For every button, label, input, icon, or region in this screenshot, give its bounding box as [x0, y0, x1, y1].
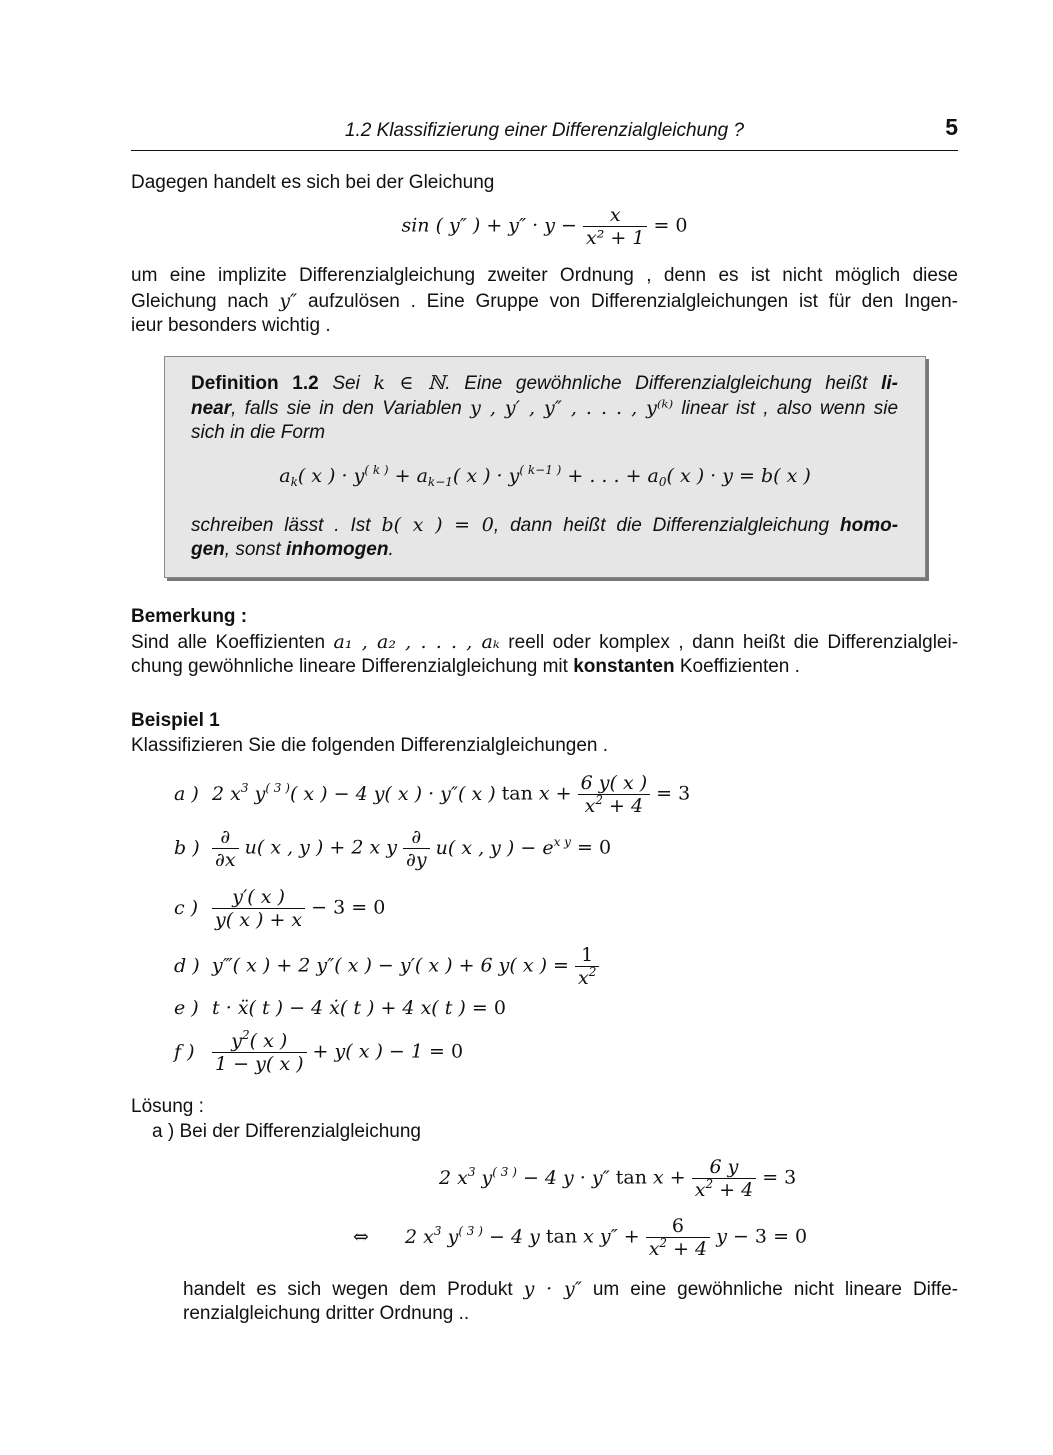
remark-title: Bemerkung :	[131, 606, 248, 627]
running-header	[131, 114, 958, 151]
item-label: a )	[152, 1121, 175, 1142]
bold-term: konstanten	[573, 656, 675, 677]
text: chung gewöhnliche lineare Differenzialgleichung mit	[131, 656, 568, 677]
definition-line	[191, 397, 898, 420]
bold-term: homo-	[839, 515, 899, 536]
text: Sind alle Koeffizienten	[131, 632, 326, 653]
item-label: a )	[174, 782, 199, 805]
math-inline: y · y″	[523, 1278, 582, 1300]
definition-line: sich in die Form	[191, 422, 326, 443]
page-number: 5	[945, 114, 958, 140]
solution-a-intro	[152, 1121, 421, 1143]
solution-equation-2: ⇔ 2 $x^3$ $y^{( 3 )} - 4$ y tan x y″ + $\frac{6}{x^2 + 4}$ y − 3 = 0	[353, 1215, 808, 1260]
eq-right: = 0	[653, 214, 688, 237]
section-title: 1.2 Klassifizierung einer Differenzialgleichung ?	[344, 120, 745, 141]
text: schreiben lässt . Ist	[191, 515, 371, 536]
solution-title: Lösung :	[131, 1096, 204, 1117]
text: linear ist , also wenn sie	[681, 398, 899, 419]
text: .	[388, 539, 394, 560]
implicit-equation	[131, 204, 958, 249]
bold-term: inhomogen	[286, 539, 389, 560]
eq-numerator: x	[609, 204, 621, 226]
example-item-f: f ) $\frac{y^2( x )}{1 - y( x )}$ + y( x ) − 1 = 0	[174, 1028, 464, 1075]
text: Bei der Differenzialgleichung	[179, 1121, 421, 1142]
item-label: c )	[174, 896, 199, 919]
example-item-e: e ) t · ẍ( t ) − 4 ẋ( t ) + 4 x( t ) = 0	[174, 997, 506, 1019]
remark-line	[131, 631, 958, 654]
paragraph-line: ieur besonders wichtig .	[131, 315, 331, 336]
solution-conclusion-line	[183, 1278, 958, 1301]
eq-left: sin ( y″ ) + y″ · y −	[401, 214, 577, 237]
math-inline: b( x ) = 0	[381, 514, 494, 536]
definition-label: Definition 1.2	[191, 373, 319, 394]
example-title: Beispiel 1	[131, 710, 220, 731]
definition-line	[191, 372, 898, 395]
text: . Eine gewöhnliche Differenzialgleichung heißt	[445, 373, 868, 394]
solution-conclusion-line: renzialgleichung dritter Ordnung ..	[183, 1303, 470, 1324]
text: Koeffizienten .	[679, 656, 800, 677]
example-item-b: b ) $\frac{\partial}{\partial x}$ u( x , y ) + 2 x y $\frac{\partial}{\partial y}$ u( x , y ) − $e^{x y} = 0$	[174, 826, 612, 871]
text: , dann heißt die Differenzialgleichung	[493, 515, 830, 536]
paragraph-line: um eine implizite Differenzialgleichung zweiter Ordnung , denn es ist nicht möglich diese	[131, 265, 958, 286]
example-intro: Klassifizieren Sie die folgenden Differenzialgleichungen .	[131, 735, 609, 756]
example-item-a: a ) 2 $x^3$ $y^{( 3 )}$( x ) − 4 y( x ) · y″( x ) tan x + $\frac{6 y( x )}{x^2 + 4}$ = 3	[174, 772, 691, 817]
definition-box	[164, 356, 926, 578]
remark-line	[131, 656, 800, 678]
item-label: e )	[174, 997, 199, 1019]
example-item-d: d ) y‴( x ) + 2 y″( x ) − y′( x ) + 6 y( x ) = $\frac{1}{x^2}$	[174, 944, 599, 989]
definition-line	[191, 539, 394, 561]
example-item-c: c ) $\frac{y'( x )}{y( x ) + x}$ − 3 = 0	[174, 886, 386, 931]
text: aufzulösen . Eine Gruppe von Differenzialgleichungen ist für den Ingen-	[307, 291, 958, 312]
text: Gleichung nach	[131, 291, 269, 312]
bold-term: li-	[881, 373, 899, 394]
solution-equation-1: 2 $x^3$ $y^{( 3 )} - 4$ y · y″ tan x + $\frac{6 y}{x^2 + 4}$ = 3	[439, 1156, 797, 1201]
math-inline: k ∈ ℕ	[373, 372, 446, 394]
text: reell oder komplex , dann heißt die Differenzialglei-	[508, 632, 959, 653]
math-inline: y″	[279, 290, 298, 312]
math-inline: a₁ , a₂ , . . . , aₖ	[333, 631, 500, 653]
item-label: b )	[174, 836, 200, 859]
eq-denominator: x² + 1	[583, 226, 647, 249]
intro-line: Dagegen handelt es sich bei der Gleichung	[131, 172, 495, 193]
item-label: d )	[174, 954, 200, 977]
bold-term: gen	[191, 539, 225, 560]
linear-ode-formula: $a_k$( x ) · $y^{( k )} + a_{k-1}$( x ) · $y^{( k-1 )}$ + . . . + $a_0$( x ) · y = b( x )	[279, 463, 811, 489]
bold-term: near	[191, 398, 232, 419]
text: handelt es sich wegen dem Produkt	[183, 1279, 513, 1300]
math-inline: y , y′ , y″ , . . . , y⁽ᵏ⁾	[470, 397, 674, 419]
paragraph-line	[131, 290, 958, 313]
eq-fraction	[583, 204, 647, 249]
item-label: f )	[174, 1040, 195, 1063]
text: , falls sie in den Variablen	[231, 398, 462, 419]
text: , sonst	[224, 539, 281, 560]
text: Sei	[332, 373, 360, 394]
definition-line	[191, 514, 898, 537]
text: um eine gewöhnliche nicht lineare Diffe-	[592, 1279, 959, 1300]
